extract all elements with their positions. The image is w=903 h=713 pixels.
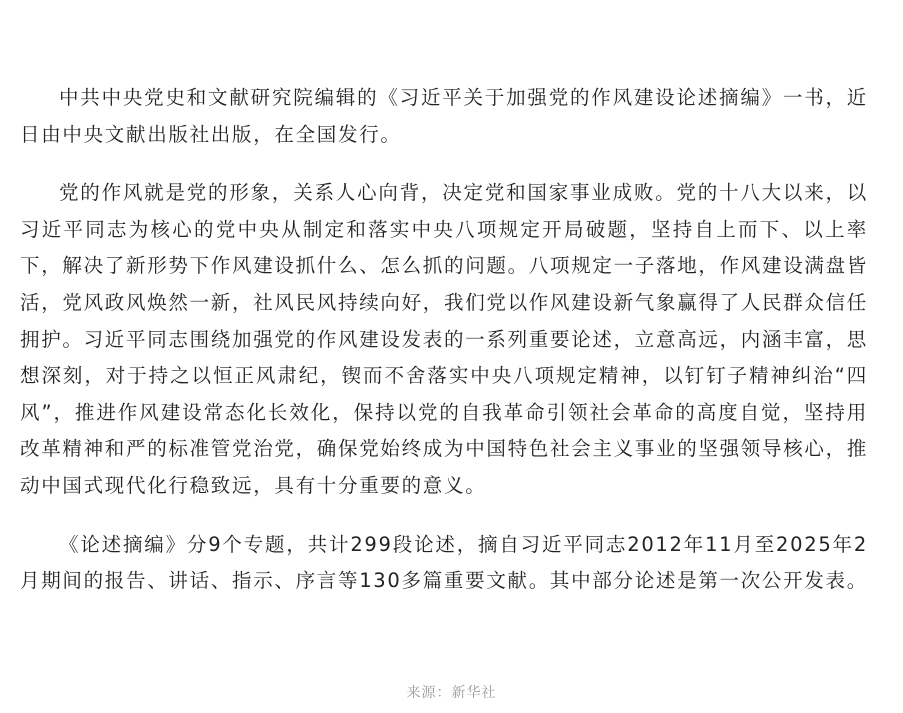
article-paragraph-2: 党的作风就是党的形象，关系人心向背，决定党和国家事业成败。党的十八大以来，以习近平同志为核心的党中央从制定和落实中央八项规定开局破题，坚持自上而下、以上率下，解决了新形势下作风建设抓什么、怎么抓的问题。八项规定一子落地，作风建设满盘皆活，党风政风焕然一新，社风民风持续向好，我们党以作风建设新气象赢得了人民群众信任拥护。习近平同志围绕加强党的作风建设发表的一系列重要论述，立意高远，内涵丰富，思想深刻，对于持之以恒正风肃纪，锲而不舍落实中央八项规定精神，以钉钉子精神纠治“四风”，推进作风建设常态化长效化，保持以党的自我革命引领社会革命的高度自觉，坚持用改革精神和严的标准管党治党，确保党始终成为中国特色社会主义事业的坚强领导核心，推动中国式现代化行稳致远，具有十分重要的意义。 — [20, 181, 869, 497]
article-body — [20, 80, 868, 622]
source-credit: 来源：新华社 — [406, 685, 497, 701]
article-paragraph-3: 《论述摘编》分9个专题，共计299段论述，摘自习近平同志2012年11月至2025年2月期间的报告、讲话、指示、序言等130多篇重要文献。其中部分论述是第一次公开发表。 — [20, 532, 868, 593]
article-paragraph-1: 中共中央党史和文献研究院编辑的《习近平关于加强党的作风建设论述摘编》一书，近日由中央文献出版社出版，在全国发行。 — [20, 86, 868, 146]
